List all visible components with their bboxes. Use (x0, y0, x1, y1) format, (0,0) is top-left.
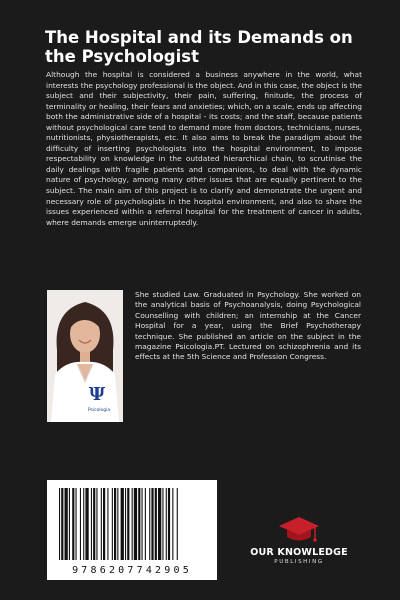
graduation-cap-icon (277, 515, 321, 545)
isbn-digits: 9786207742905 (72, 565, 192, 576)
photo-badge-text: Psicologia (87, 408, 111, 413)
author-bio: She studied Law. Graduated in Psychology. She worked on the analytical basis of Psychoanalysis, doing Psychological Counselling with children; an internship at the Cancer Hospital for a year, using the Brief Psychotherapy technique. She published an article on the subject in the magazine Psicologia.PT. Lectured on schizophrenia and its effects at the 5th Science and Profession Congress. (135, 290, 361, 362)
book-abstract: Although the hospital is considered a business anywhere in the world, what interests the psychology professional is the object. And in this case, the object is the subject and their subjectivity, their pain, suffering, finitude, the process of terminality or healing, their fears and anxieties; which, on a scale, ends up affecting both the administrative side of a hospital - its costs; and the staff, because patients without psychological care tend to demand more from doctors, technicians, nurses, nutritionists, physiotherapists, etc. It also aims to break the paradigm about the difficulty of inserting psychologists into the hospital environment, to impose respectability on knowledge in the outdated hierarchical chain, to scrutinise the daily dealings with fragile patients and companions, to deal with the dynamic nature of psychology, among many other issues that are equally pertinent to the subject. The main aim of this project is to clarify and demonstrate the urgent and necessary role of psychologists in the hospital environment, and also to share the issues experienced within a referral hospital for the treatment of cancer in adults, where demands emerge uninterruptedly. (46, 70, 362, 227)
publisher-name: OUR KNOWLEDGE (250, 547, 348, 558)
publisher-sub: PUBLISHING (274, 559, 324, 565)
publisher-logo (244, 515, 354, 565)
book-title: The Hospital and its Demands on the Psychologist (45, 28, 353, 66)
svg-text:Ψ: Ψ (88, 384, 106, 405)
author-photo (47, 290, 123, 422)
isbn-barcode (47, 480, 217, 580)
